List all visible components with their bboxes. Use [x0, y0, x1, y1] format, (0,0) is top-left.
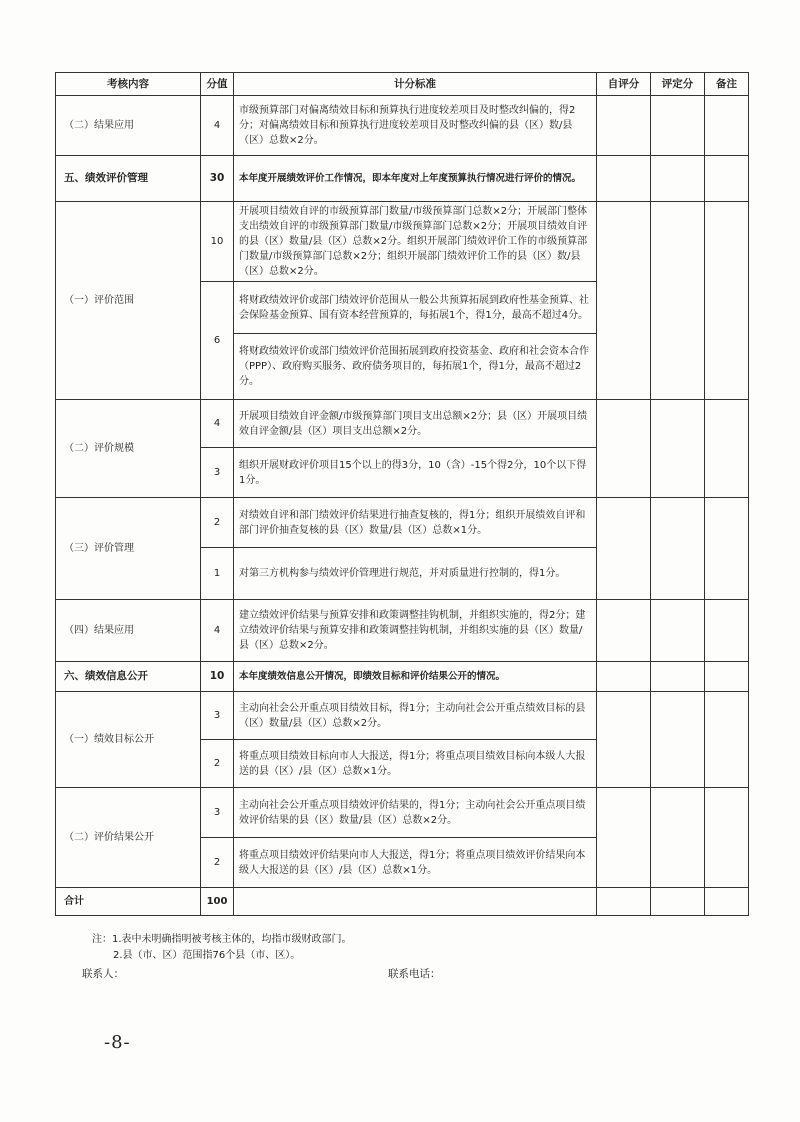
- standard-cell: 开展项目绩效自评金额/市级预算部门项目支出总额×2分；县（区）开展项目绩效自评金额/县（区）项目支出总额×2分。: [234, 400, 597, 448]
- score-cell: 2: [201, 498, 234, 548]
- final-score-cell[interactable]: [651, 888, 705, 916]
- contact-phone-label: 联系电话：: [388, 968, 441, 980]
- score-cell: 10: [201, 202, 234, 282]
- score-cell: 6: [201, 282, 234, 400]
- table-row: [56, 600, 749, 662]
- self-score-cell[interactable]: [597, 888, 651, 916]
- section-row: [56, 156, 749, 202]
- remarks-cell[interactable]: [705, 692, 749, 788]
- contact-person-label: 联系人：: [82, 968, 124, 980]
- note-line-2: 2.县（市、区）范围指76个县（市、区）。: [113, 950, 301, 961]
- total-score: 100: [201, 888, 234, 916]
- score-cell: 2: [201, 740, 234, 788]
- header-final-score: 评定分: [651, 73, 705, 96]
- remarks-cell[interactable]: [705, 202, 749, 400]
- standard-cell: 建立绩效评价结果与预算安排和政策调整挂钩机制，并组织实施的，得2分；建立绩效评价结果与预算安排和政策调整挂钩机制，并组织实施的县（区）数量/县（区）总数×2分。: [234, 600, 597, 662]
- section-score: 30: [201, 156, 234, 202]
- section-row: [56, 662, 749, 692]
- score-cell: 1: [201, 548, 234, 600]
- self-score-cell[interactable]: [597, 96, 651, 156]
- remarks-cell[interactable]: [705, 400, 749, 498]
- item-cell: （二）评价结果公开: [56, 788, 201, 888]
- standard-cell: 主动向社会公开重点项目绩效评价结果的，得1分；主动向社会公开重点项目绩效评价结果的县（区）数量/县（区）总数×2分。: [234, 788, 597, 838]
- section-desc: 本年度开展绩效评价工作情况，即本年度对上年度预算执行情况进行评价的情况。: [234, 156, 597, 202]
- self-score-cell[interactable]: [597, 156, 651, 202]
- remarks-cell[interactable]: [705, 156, 749, 202]
- total-row: [56, 888, 749, 916]
- self-score-cell[interactable]: [597, 788, 651, 888]
- standard-cell: 将财政绩效评价或部门绩效评价范围拓展到政府投资基金、政府和社会资本合作（PPP）、政府购买服务、政府债务项目的，每拓展1个，得1分，最高不超过2分。: [234, 334, 597, 400]
- note-line-1: 注：1.表中未明确指明被考核主体的，均指市级财政部门。: [92, 934, 352, 945]
- self-score-cell[interactable]: [597, 662, 651, 692]
- header-score: 分值: [201, 73, 234, 96]
- standard-cell: 对绩效自评和部门绩效评价结果进行抽查复核的，得1分；组织开展绩效自评和部门评价抽查复核的县（区）数量/县（区）总数×1分。: [234, 498, 597, 548]
- standard-cell: 对第三方机构参与绩效评价管理进行规范，并对质量进行控制的，得1分。: [234, 548, 597, 600]
- item-cell: （二）结果应用: [56, 96, 201, 156]
- header-remarks: 备注: [705, 73, 749, 96]
- standard-cell: 市级预算部门对偏离绩效目标和预算执行进度较差项目及时整改纠偏的，得2分；对偏离绩效目标和预算执行进度较差项目及时整改纠偏的县（区）数/县（区）总数×2分。: [234, 96, 597, 156]
- item-cell: （一）评价范围: [56, 202, 201, 400]
- self-score-cell[interactable]: [597, 202, 651, 400]
- remarks-cell[interactable]: [705, 498, 749, 600]
- score-cell: 4: [201, 400, 234, 448]
- item-cell: （二）评价规模: [56, 400, 201, 498]
- remarks-cell[interactable]: [705, 96, 749, 156]
- score-cell: 4: [201, 600, 234, 662]
- self-score-cell[interactable]: [597, 600, 651, 662]
- final-score-cell[interactable]: [651, 400, 705, 498]
- final-score-cell[interactable]: [651, 662, 705, 692]
- section-title: 五、绩效评价管理: [56, 156, 201, 202]
- score-cell: 4: [201, 96, 234, 156]
- remarks-cell[interactable]: [705, 788, 749, 888]
- self-score-cell[interactable]: [597, 498, 651, 600]
- final-score-cell[interactable]: [651, 600, 705, 662]
- self-score-cell[interactable]: [597, 400, 651, 498]
- item-cell: （四）结果应用: [56, 600, 201, 662]
- remarks-cell[interactable]: [705, 662, 749, 692]
- final-score-cell[interactable]: [651, 202, 705, 400]
- final-score-cell[interactable]: [651, 96, 705, 156]
- final-score-cell[interactable]: [651, 156, 705, 202]
- table-row: [56, 400, 749, 448]
- assessment-table: [55, 72, 749, 916]
- table-row: [56, 96, 749, 156]
- header-standard: 计分标准: [234, 73, 597, 96]
- header-row: [56, 73, 749, 96]
- item-cell: （一）绩效目标公开: [56, 692, 201, 788]
- standard-cell: 开展项目绩效自评的市级预算部门数量/市级预算部门总数×2分；开展部门整体支出绩效自评的市级预算部门数量/市级预算部门总数×2分；开展项目绩效自评的县（区）数量/县（区）总数×2分。组织开展部门绩效评价工作的市级预算部门数量/市级预算部门总数×2分；组织开展部门绩效评价工作的县（区）数/县（区）总数×2分。: [234, 202, 597, 282]
- remarks-cell[interactable]: [705, 600, 749, 662]
- standard-cell: 组织开展财政评价项目15个以上的得3分，10（含）-15个得2分，10个以下得1分。: [234, 448, 597, 498]
- self-score-cell[interactable]: [597, 692, 651, 788]
- section-score: 10: [201, 662, 234, 692]
- notes: [92, 932, 352, 964]
- standard-cell: 将重点项目绩效评价结果向市人大报送，得1分；将重点项目绩效评价结果向本级人大报送的县（区）/县（区）总数×1分。: [234, 838, 597, 888]
- total-label: 合计: [56, 888, 201, 916]
- score-cell: 3: [201, 788, 234, 838]
- standard-cell: 将财政绩效评价或部门绩效评价范围从一般公共预算拓展到政府性基金预算、社会保险基金预算、国有资本经营预算的，每拓展1个，得1分，最高不超过4分。: [234, 282, 597, 334]
- section-title: 六、绩效信息公开: [56, 662, 201, 692]
- header-item: 考核内容: [56, 73, 201, 96]
- score-cell: 2: [201, 838, 234, 888]
- final-score-cell[interactable]: [651, 692, 705, 788]
- score-cell: 3: [201, 692, 234, 740]
- score-cell: 3: [201, 448, 234, 498]
- final-score-cell[interactable]: [651, 788, 705, 888]
- table-row: [56, 692, 749, 740]
- standard-cell: 主动向社会公开重点项目绩效目标，得1分；主动向社会公开重点绩效目标的县（区）数量/县（区）总数×2分。: [234, 692, 597, 740]
- standard-cell: 将重点项目绩效目标向市人大报送，得1分；将重点项目绩效目标向本级人大报送的县（区）/县（区）总数×1分。: [234, 740, 597, 788]
- table-row: [56, 202, 749, 282]
- page-number: -8-: [104, 1032, 131, 1053]
- total-standard-cell: [234, 888, 597, 916]
- item-cell: （三）评价管理: [56, 498, 201, 600]
- table-row: [56, 788, 749, 838]
- table-row: [56, 498, 749, 548]
- remarks-cell[interactable]: [705, 888, 749, 916]
- section-desc: 本年度绩效信息公开情况，即绩效目标和评价结果公开的情况。: [234, 662, 597, 692]
- header-self-score: 自评分: [597, 73, 651, 96]
- final-score-cell[interactable]: [651, 498, 705, 600]
